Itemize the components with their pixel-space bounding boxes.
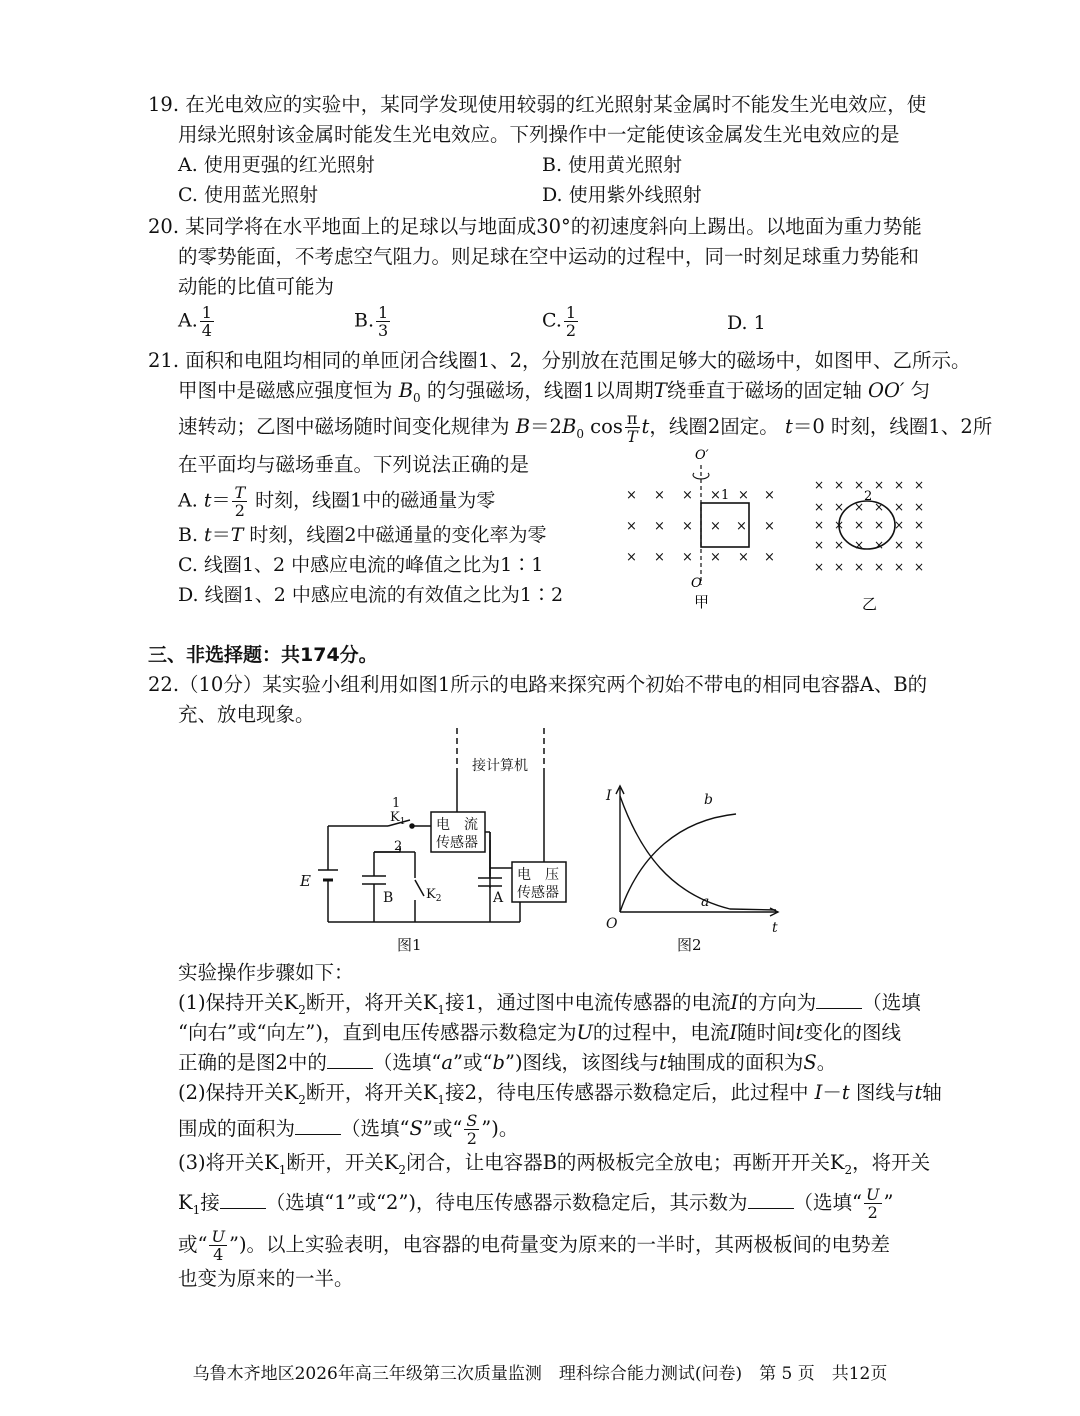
q21-line-2: 甲图中是磁感应强度恒为 $B_0$ 的匀强磁场，线圈1以周期T绕垂直于磁场的固定轴 OO′ 匀: [178, 379, 931, 405]
fig-yi-caption: 乙: [862, 595, 878, 613]
answer-blank[interactable]: [816, 990, 862, 1009]
curve-a: [620, 796, 776, 910]
cross: ×: [626, 519, 637, 534]
q22-step1-line-1: (1)保持开关$K_2$断开，将开关$K_1$接1，通过图中电流传感器的电流I的方向为 （选填: [178, 991, 921, 1017]
cross: ×: [834, 478, 845, 492]
curve-a-label: a: [701, 894, 710, 910]
answer-blank[interactable]: [327, 1050, 373, 1069]
cross: ×: [834, 500, 845, 514]
q22-step3-line-4: 也变为原来的一半。: [178, 1267, 354, 1290]
q20-option-c: C. $\frac{1}{2}$: [542, 303, 577, 340]
cross: ×: [764, 550, 775, 565]
cross: ×: [914, 538, 925, 552]
capacitor-b-label: B: [383, 890, 394, 906]
page-footer: 乌鲁木齐地区2026年高三年级第三次质量监测 理科综合能力测试(问卷) 第 5 页 共12页: [192, 1364, 888, 1384]
answer-blank[interactable]: [220, 1190, 266, 1209]
q20-option-b: B. $\frac{1}{3}$: [354, 303, 389, 340]
switch-k1-label: $K_1$: [390, 810, 406, 827]
cross: ×: [710, 488, 721, 503]
cross: ×: [738, 488, 749, 503]
q21-option-a: A. t＝ $\frac{T}{2}$ 时刻，线圈1中的磁通量为零: [178, 483, 496, 520]
y-axis-label: I: [606, 788, 612, 804]
cross: ×: [814, 518, 825, 532]
q19-option-c: C. 使用蓝光照射: [178, 184, 318, 206]
cross: ×: [854, 500, 865, 514]
cross: ×: [874, 518, 885, 532]
cross: ×: [834, 518, 845, 532]
cross: ×: [894, 538, 905, 552]
position-1-label: 1: [392, 796, 401, 811]
current-sensor-label-2: 传感器: [436, 835, 478, 851]
coil-1-label: 1: [721, 488, 730, 503]
cross: ×: [914, 518, 925, 532]
origin-label: O: [606, 916, 618, 932]
q22-step1-line-2: “向右”或“向左”)，直到电压传感器示数稳定为U的过程中，电流I随时间t变化的图线: [178, 1021, 902, 1044]
q21-option-c: C. 线圈1、2 中感应电流的峰值之比为1∶1: [178, 554, 544, 576]
cross: ×: [626, 488, 637, 503]
cross: ×: [764, 519, 775, 534]
cross: ×: [874, 538, 885, 552]
q20-option-d: D. 1: [727, 312, 766, 334]
cross: ×: [682, 550, 693, 565]
cross: ×: [874, 560, 885, 574]
cross: ×: [874, 500, 885, 514]
cross: ×: [894, 478, 905, 492]
cross: ×: [854, 518, 865, 532]
cross: ×: [914, 478, 925, 492]
cross: ×: [834, 538, 845, 552]
cross: ×: [764, 488, 775, 503]
cross: ×: [814, 538, 825, 552]
cross: ×: [874, 478, 885, 492]
q19-option-b: B. 使用黄光照射: [542, 154, 683, 176]
q21-figures: [600, 445, 940, 620]
q22-step3-line-1: (3)将开关$K_1$断开，开关$K_2$闭合，让电容器B的两极板完全放电；再断开开关$K_2$，将开关: [178, 1151, 931, 1177]
curve-b-label: b: [704, 792, 713, 808]
cross: ×: [854, 478, 865, 492]
q22-step3-line-3: 或“ $\frac{U}{4}$ ”)。以上实验表明，电容器的电荷量变为原来的一半时，其两极板间的电势差: [178, 1227, 891, 1264]
cross: ×: [626, 550, 637, 565]
axis-label-o: O: [691, 576, 702, 591]
computer-label: 接计算机: [472, 758, 528, 774]
q22-step3-line-2: $K_1$接 （选填“1”或“2”)，待电压传感器示数稳定后，其示数为 （选填“ $\frac{U}{2}$ ”: [178, 1185, 894, 1222]
voltage-sensor-label-2: 传感器: [517, 885, 559, 901]
cross: ×: [894, 518, 905, 532]
section-3-heading: 三、非选择题：共174分。: [148, 644, 378, 666]
q22-step1-line-3: 正确的是图2中的 （选填“a”或“b”)图线，该图线与t轴围成的面积为S。: [178, 1051, 837, 1074]
cross: ×: [710, 519, 721, 534]
voltage-sensor-label-1: 电 压: [517, 867, 559, 883]
coil-2-circle: [839, 501, 895, 549]
capacitor-a-label: A: [493, 890, 504, 906]
answer-blank[interactable]: [748, 1190, 794, 1209]
q22-step2-line-1: (2)保持开关$K_2$断开，将开关$K_1$接2，待电压传感器示数稳定后，此过程中 I－t 图线与t轴: [178, 1081, 942, 1107]
q22-steps-title: 实验操作步骤如下：: [178, 961, 354, 984]
cross: ×: [854, 560, 865, 574]
cross: ×: [814, 560, 825, 574]
cross: ×: [682, 488, 693, 503]
q22-step2-line-2: 围成的面积为 （选填“S”或“ $\frac{S}{2}$ ”)。: [178, 1111, 519, 1148]
cross: ×: [894, 500, 905, 514]
current-sensor-label-1: 电 流: [436, 817, 478, 833]
q19-line-1: 19. 在光电效应的实验中，某同学发现使用较弱的红光照射某金属时不能发生光电效应，使: [148, 93, 927, 116]
q22-line-1: 22.（10分）某实验小组利用如图1所示的电路来探究两个初始不带电的相同电容器A、B的: [148, 673, 928, 696]
position-2-label: 2: [394, 839, 403, 854]
q21-line-3: 速转动；乙图中磁场随时间变化规律为 $B=2B_0$ cos $\frac{\pi}{T}$ t，线圈2固定。 t＝0 时刻，线圈1、2所: [178, 409, 993, 446]
curve-b: [620, 814, 736, 912]
q20-line-1: 20. 某同学将在水平地面上的足球以与地面成30°的初速度斜向上踢出。以地面为重力势能: [148, 215, 922, 238]
q19-option-a: A. 使用更强的红光照射: [178, 154, 375, 176]
q21-line-4: 在平面均与磁场垂直。下列说法正确的是: [178, 453, 530, 476]
q19-line-2: 用绿光照射该金属时能发生光电效应。下列操作中一定能使该金属发生光电效应的是: [178, 123, 900, 146]
cross: ×: [682, 519, 693, 534]
fig-jia-caption: 甲: [694, 593, 710, 611]
q20-line-3: 动能的比值可能为: [178, 275, 335, 298]
figure-2-caption: 图2: [677, 936, 702, 954]
cross: ×: [710, 550, 721, 565]
q20-option-a: A. $\frac{1}{4}$: [178, 303, 212, 340]
answer-blank[interactable]: [295, 1116, 341, 1135]
axis-label-o-prime: O′: [695, 448, 709, 463]
q22-line-2: 充、放电现象。: [178, 703, 315, 726]
cross: ×: [814, 478, 825, 492]
cross: ×: [914, 500, 925, 514]
cross: ×: [654, 519, 665, 534]
cross: ×: [738, 550, 749, 565]
coil-2-label: 2: [864, 489, 873, 504]
q22-figure-1-circuit: [290, 728, 590, 960]
cross: ×: [736, 519, 747, 534]
switch-k2-blade: [415, 880, 424, 896]
q20-line-2: 的零势能面，不考虑空气阻力。则足球在空中运动的过程中，同一时刻足球重力势能和: [178, 245, 920, 268]
x-axis-label: t: [772, 920, 778, 936]
q19-option-d: D. 使用紫外线照射: [542, 184, 702, 206]
q21-option-b: B. t＝T 时刻，线圈2中磁通量的变化率为零: [178, 524, 547, 546]
cross: ×: [854, 538, 865, 552]
cross: ×: [654, 550, 665, 565]
q22-figure-2-graph: [600, 782, 790, 960]
cross: ×: [814, 500, 825, 514]
figure-1-caption: 图1: [397, 936, 422, 954]
q21-line-1: 21. 面积和电阻均相同的单匝闭合线圈1、2，分别放在范围足够大的磁场中，如图甲、乙所示。: [148, 349, 971, 372]
q21-option-d: D. 线圈1、2 中感应电流的有效值之比为1∶2: [178, 584, 564, 606]
cross: ×: [834, 560, 845, 574]
switch-k2-label: $K_2$: [426, 887, 442, 904]
cross: ×: [894, 560, 905, 574]
battery-label: E: [300, 872, 311, 890]
cross: ×: [654, 488, 665, 503]
cross: ×: [914, 560, 925, 574]
